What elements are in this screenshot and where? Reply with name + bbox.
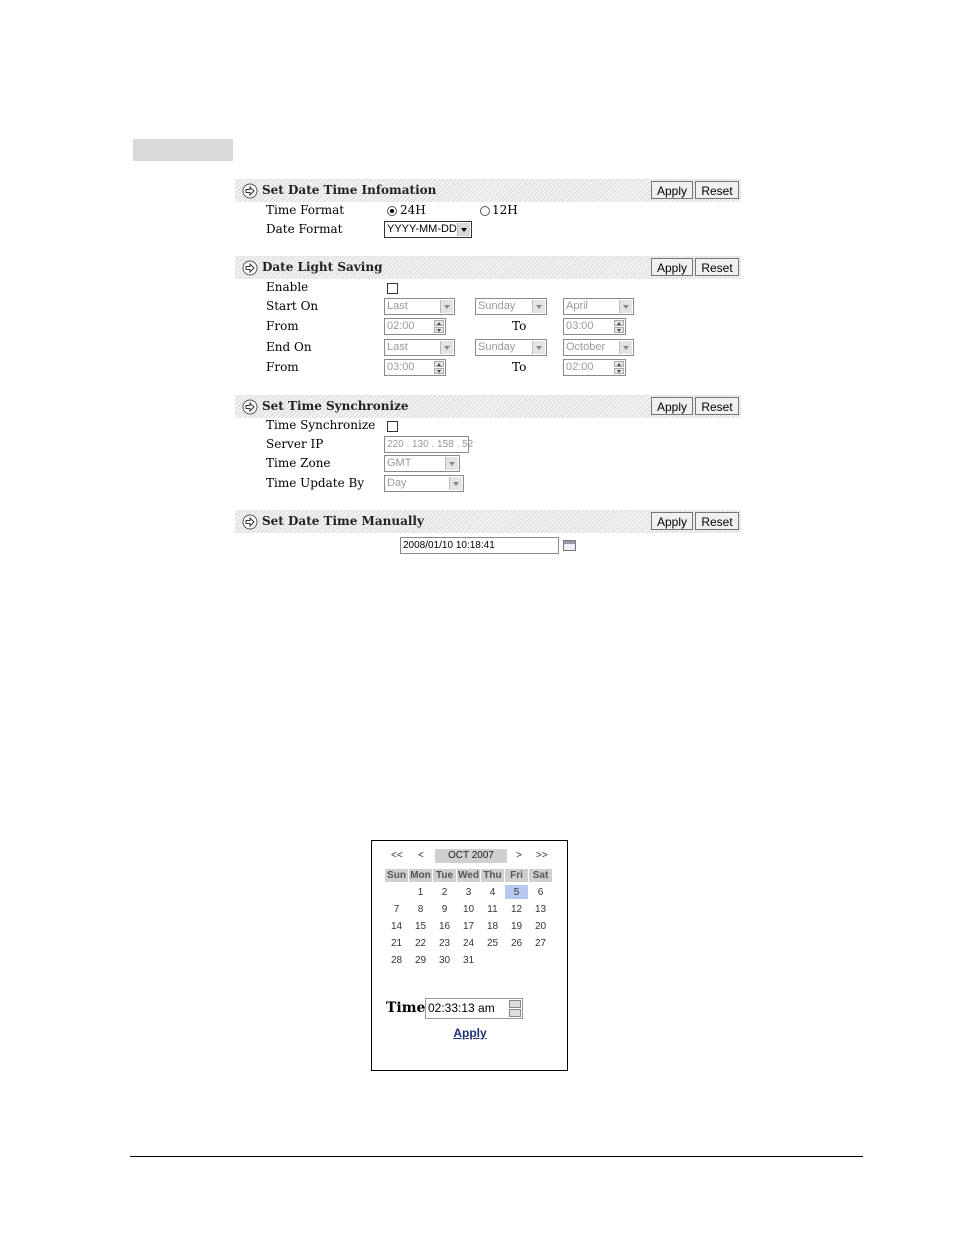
start-day-value: Sunday	[478, 300, 516, 312]
from1-value: 02:00	[387, 320, 415, 332]
start-day-select[interactable]	[475, 298, 547, 315]
server-ip-field[interactable]: 220 . 130 . 158 . 52	[384, 436, 469, 453]
manual-datetime-field[interactable]: 2008/01/10 10:18:41	[400, 537, 559, 554]
section-title: Set Date Time Manually	[262, 514, 424, 528]
calendar-month-label: OCT 2007	[435, 849, 507, 863]
to2-value: 02:00	[566, 361, 594, 373]
day-cell[interactable]: 21	[390, 937, 403, 949]
spin-down-icon[interactable]	[434, 368, 444, 374]
day-cell[interactable]: 22	[414, 937, 427, 949]
to1-time-spinner[interactable]	[563, 318, 626, 335]
day-cell[interactable]: 6	[537, 886, 544, 898]
end-week-select[interactable]	[384, 339, 455, 356]
time-zone-label: Time Zone	[266, 456, 331, 470]
update-by-label: Time Update By	[266, 476, 365, 490]
calendar-week-row	[385, 902, 552, 916]
day-cell[interactable]: 24	[462, 937, 475, 949]
footer-divider	[130, 1156, 863, 1157]
radio-24h[interactable]	[387, 206, 397, 216]
selected-day-cell[interactable]: 5	[505, 885, 528, 899]
weekday-header: Tue	[433, 869, 456, 882]
update-by-value: Day	[387, 477, 407, 489]
day-cell[interactable]: 20	[534, 920, 547, 932]
update-by-select[interactable]	[384, 475, 464, 492]
chevron-down-icon	[445, 457, 458, 470]
start-month-value: April	[566, 300, 589, 312]
chevron-down-icon	[532, 300, 545, 313]
spin-up-icon[interactable]	[614, 361, 624, 367]
section-header-date-time-info	[235, 179, 741, 202]
weekday-header: Sun	[385, 869, 408, 882]
empty-day-cell	[529, 953, 552, 967]
day-cell[interactable]: 25	[486, 937, 499, 949]
reset-button[interactable]: Reset	[695, 397, 739, 415]
weekday-header: Sat	[529, 869, 552, 882]
arrow-right-icon	[242, 514, 258, 530]
from2-value: 03:00	[387, 361, 415, 373]
day-cell[interactable]: 14	[390, 920, 403, 932]
weekday-header: Fri	[505, 869, 528, 882]
day-cell[interactable]: 31	[462, 954, 475, 966]
radio-12h-label: 12H	[492, 203, 518, 217]
section-title: Date Light Saving	[262, 260, 383, 274]
end-day-select[interactable]	[475, 339, 547, 356]
end-month-value: October	[566, 341, 606, 353]
day-cell[interactable]: 27	[534, 937, 547, 949]
from2-time-spinner[interactable]	[384, 359, 446, 376]
day-cell[interactable]: 19	[510, 920, 523, 932]
apply-button[interactable]: Apply	[651, 181, 693, 199]
date-format-value: YYYY-MM-DD	[387, 223, 457, 235]
day-cell[interactable]: 1	[417, 886, 424, 898]
arrow-right-icon	[242, 260, 258, 276]
day-cell[interactable]: 26	[510, 937, 523, 949]
calendar-apply-link[interactable]: Apply	[453, 1026, 487, 1040]
time-value: 02:33:13 am	[428, 1001, 495, 1015]
spin-up-icon[interactable]	[434, 320, 444, 326]
chevron-down-icon	[619, 341, 632, 354]
next-month-link[interactable]: >	[516, 850, 522, 861]
time-spinner[interactable]	[425, 998, 523, 1019]
empty-day-cell	[385, 885, 408, 899]
day-cell[interactable]: 17	[462, 920, 475, 932]
day-cell[interactable]: 16	[438, 920, 451, 932]
apply-button[interactable]: Apply	[651, 258, 693, 276]
calendar-body	[385, 885, 552, 967]
section-title: Set Date Time Infomation	[262, 183, 437, 197]
empty-day-cell	[481, 953, 504, 967]
chevron-down-icon	[449, 477, 462, 490]
day-cell[interactable]: 8	[417, 903, 424, 915]
day-cell[interactable]: 10	[462, 903, 475, 915]
empty-day-cell	[505, 953, 528, 967]
section-header-manual	[235, 510, 741, 533]
time-sync-label: Time Synchronize	[266, 418, 376, 432]
day-cell[interactable]: 23	[438, 937, 451, 949]
time-format-label: Time Format	[266, 203, 345, 217]
to2-time-spinner[interactable]	[563, 359, 626, 376]
section-header-daylight-saving	[235, 256, 741, 279]
end-week-value: Last	[387, 341, 408, 353]
placeholder-heading-bar	[133, 139, 233, 161]
day-cell[interactable]: 13	[534, 903, 547, 915]
weekday-header-row	[385, 869, 552, 882]
day-cell[interactable]: 12	[510, 903, 523, 915]
spin-down-icon[interactable]	[614, 327, 624, 333]
start-week-select[interactable]	[384, 298, 455, 315]
day-cell[interactable]: 11	[487, 903, 498, 915]
chevron-down-icon	[619, 300, 632, 313]
time-zone-value: GMT	[387, 457, 412, 469]
calendar-popup	[371, 840, 568, 1071]
calendar-icon[interactable]	[563, 540, 576, 551]
spin-up-icon[interactable]	[614, 320, 624, 326]
date-format-label: Date Format	[266, 222, 343, 236]
calendar-week-row	[385, 936, 552, 950]
reset-button[interactable]: Reset	[695, 512, 739, 530]
day-cell[interactable]: 29	[414, 954, 427, 966]
time-label: Time	[386, 1000, 426, 1016]
day-cell[interactable]: 7	[393, 903, 400, 915]
end-month-select[interactable]	[563, 339, 634, 356]
reset-button[interactable]: Reset	[695, 258, 739, 276]
reset-button[interactable]: Reset	[695, 181, 739, 199]
chevron-down-icon	[457, 223, 470, 236]
from1-time-spinner[interactable]	[384, 318, 446, 335]
day-cell[interactable]: 28	[390, 954, 403, 966]
radio-24h-label: 24H	[400, 203, 426, 217]
day-cell[interactable]: 9	[441, 903, 448, 915]
spin-down-icon[interactable]	[614, 368, 624, 374]
calendar-grid	[384, 866, 553, 970]
day-cell[interactable]: 18	[486, 920, 499, 932]
chevron-down-icon	[440, 341, 453, 354]
weekday-header: Thu	[481, 869, 504, 882]
end-on-label: End On	[266, 340, 312, 354]
arrow-right-icon	[242, 183, 258, 199]
start-week-value: Last	[387, 300, 408, 312]
day-cell[interactable]: 30	[438, 954, 451, 966]
arrow-right-icon	[242, 399, 258, 415]
radio-12h[interactable]	[480, 206, 490, 216]
to1-value: 03:00	[566, 320, 594, 332]
enable-label: Enable	[266, 280, 309, 294]
server-ip-label: Server IP	[266, 437, 324, 451]
chevron-down-icon	[532, 341, 545, 354]
date-format-select[interactable]	[384, 221, 472, 238]
prev-year-link[interactable]: <<	[391, 850, 403, 861]
weekday-header: Mon	[410, 870, 431, 881]
next-year-link[interactable]: >>	[536, 850, 548, 861]
prev-month-link[interactable]: <	[418, 850, 424, 861]
time-zone-select[interactable]	[384, 455, 460, 472]
start-month-select[interactable]	[563, 298, 634, 315]
spin-down-icon[interactable]	[509, 1009, 521, 1017]
to1-label: To	[512, 319, 527, 333]
section-title: Set Time Synchronize	[262, 399, 409, 413]
chevron-down-icon	[440, 300, 453, 313]
weekday-header: Wed	[458, 870, 479, 881]
spin-up-icon[interactable]	[509, 1000, 521, 1008]
enable-checkbox[interactable]	[387, 283, 398, 294]
section-header-time-sync	[235, 395, 741, 418]
calendar-week-row	[385, 919, 552, 933]
apply-button[interactable]: Apply	[651, 397, 693, 415]
day-cell[interactable]: 2	[441, 886, 448, 898]
to2-label: To	[512, 360, 527, 374]
time-sync-checkbox[interactable]	[387, 421, 398, 432]
day-cell[interactable]: 3	[465, 886, 472, 898]
end-day-value: Sunday	[478, 341, 516, 353]
from1-label: From	[266, 319, 299, 333]
spin-up-icon[interactable]	[434, 361, 444, 367]
calendar-week-row	[385, 953, 552, 967]
start-on-label: Start On	[266, 299, 319, 313]
spin-down-icon[interactable]	[434, 327, 444, 333]
calendar-week-row	[385, 885, 552, 899]
day-cell[interactable]: 4	[489, 886, 496, 898]
day-cell[interactable]: 15	[414, 920, 427, 932]
apply-button[interactable]: Apply	[651, 512, 693, 530]
from2-label: From	[266, 360, 299, 374]
